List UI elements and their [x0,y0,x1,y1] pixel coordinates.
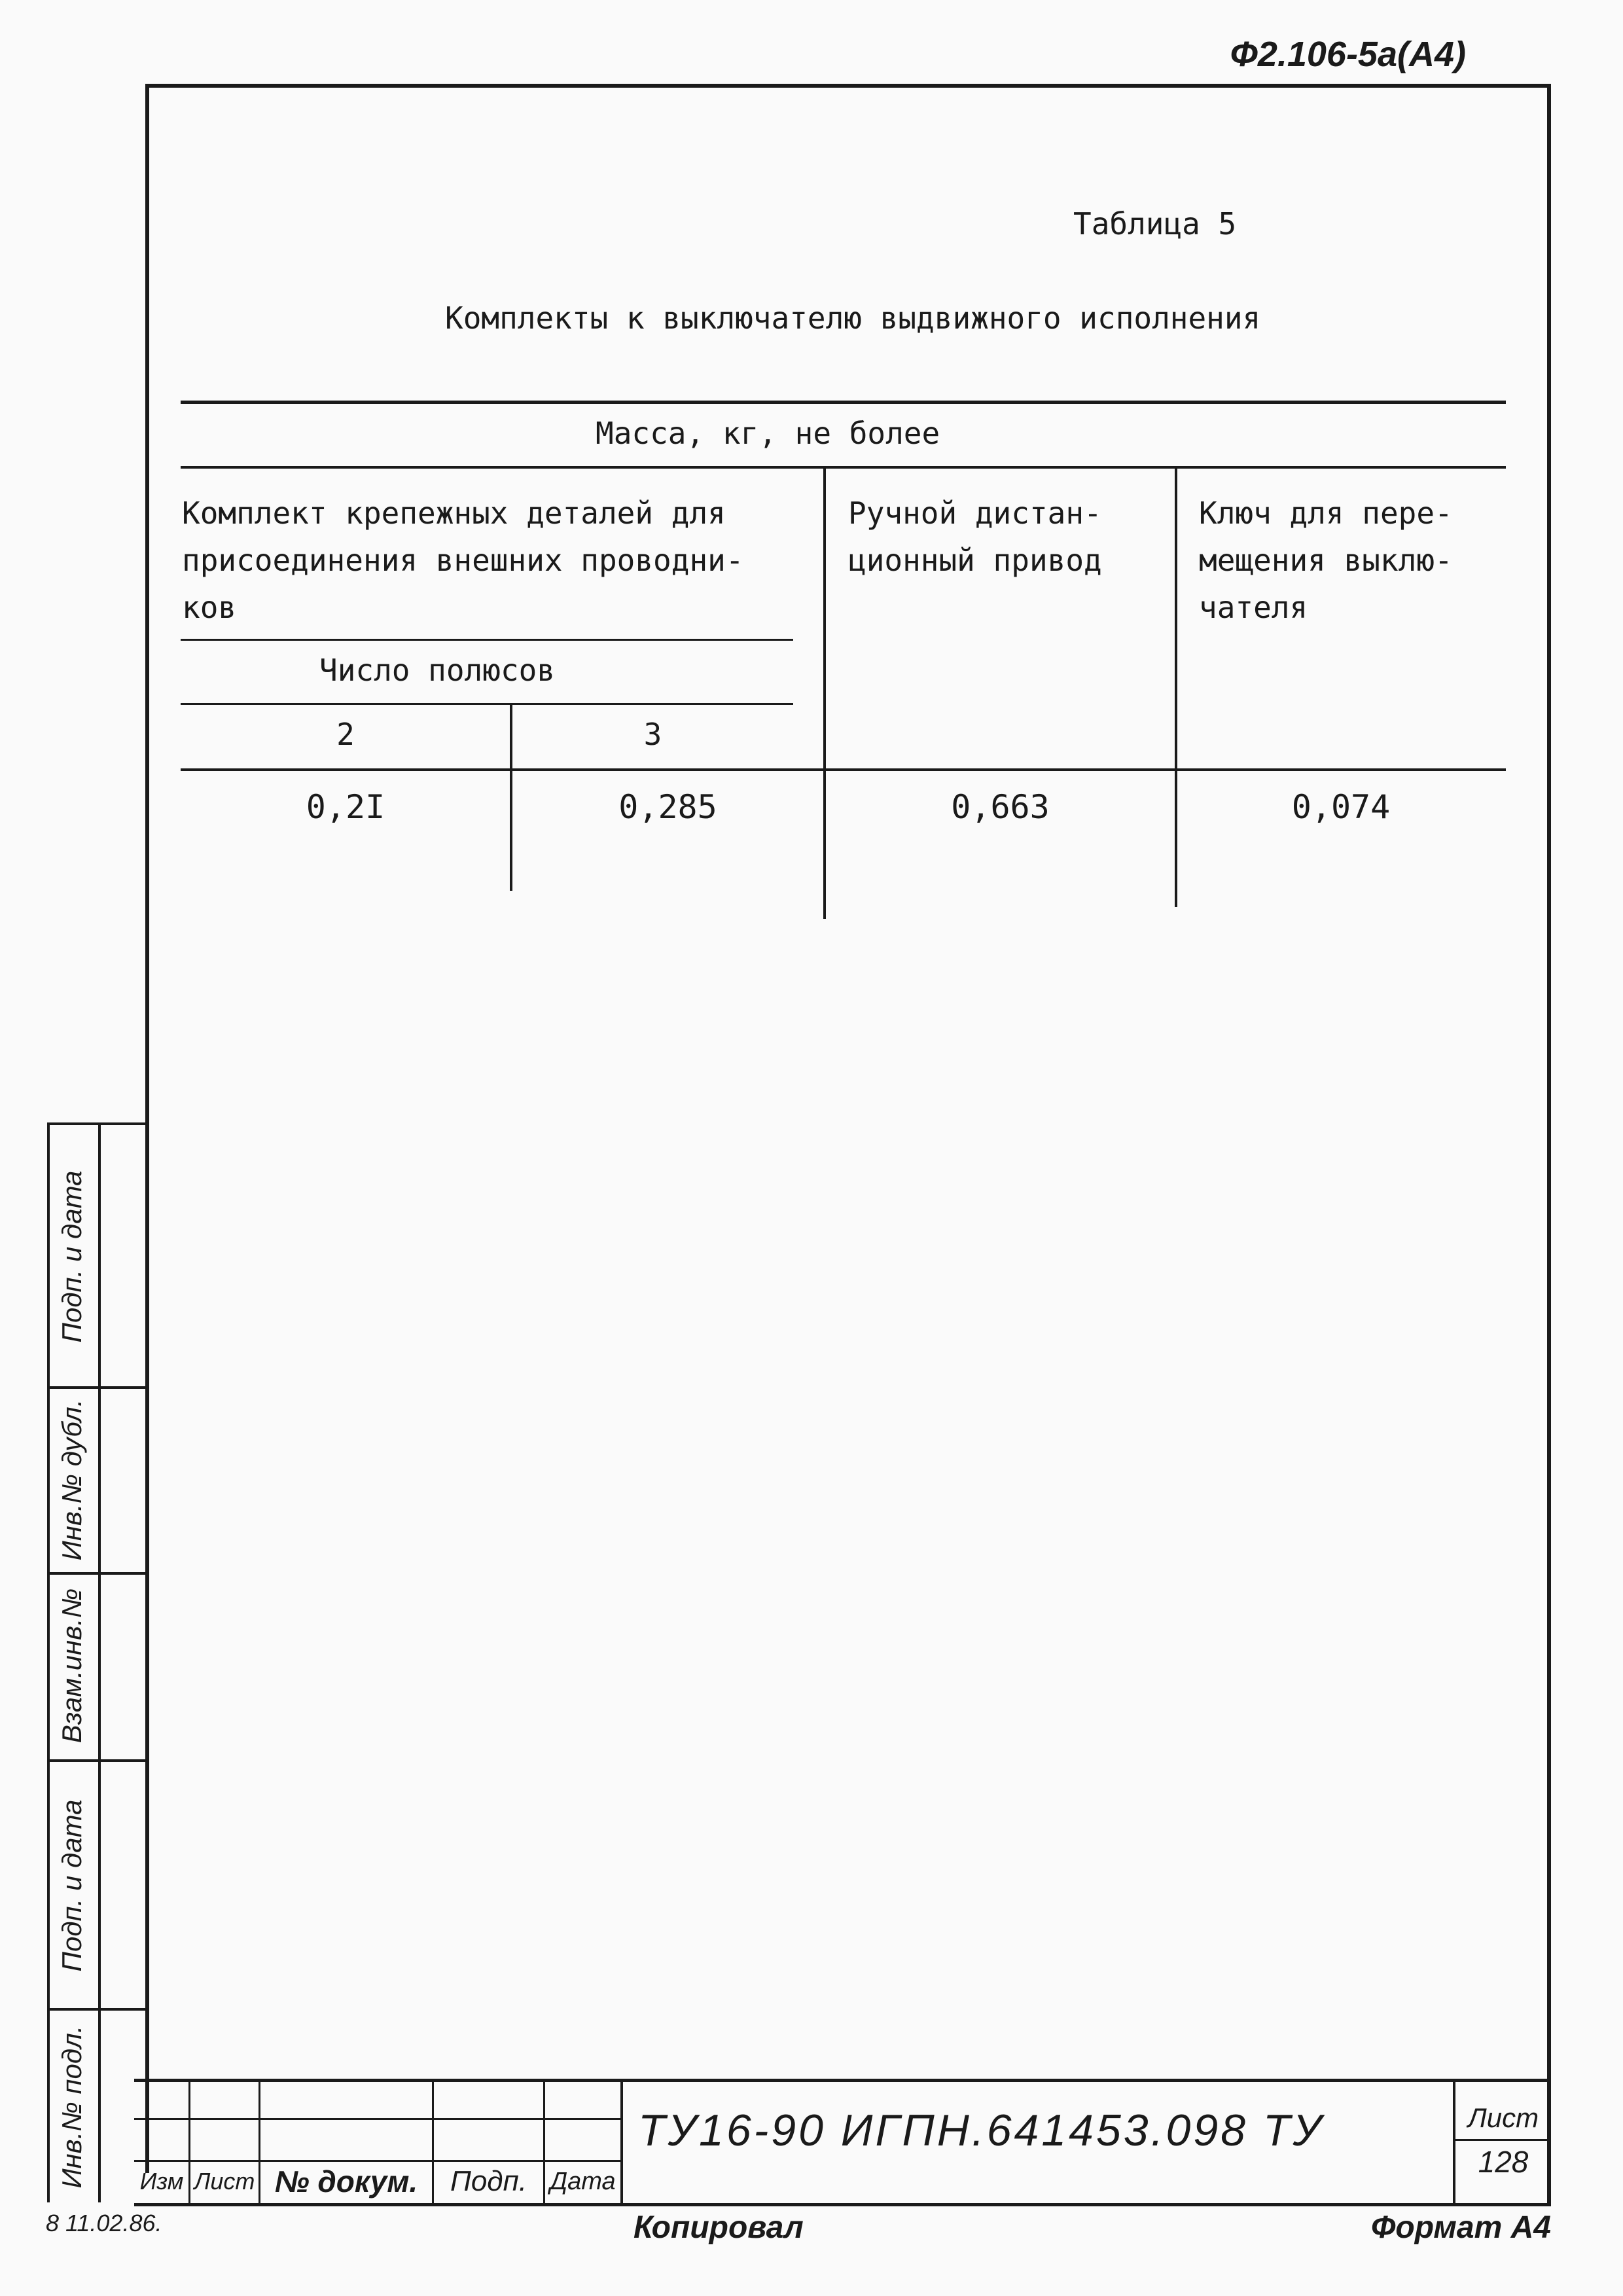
value-drive: 0,663 [951,788,1050,826]
frame-left [145,84,149,2173]
col-divider-3 [1175,467,1177,907]
col1-title-line-3: ков [182,590,237,625]
frame-right [1547,84,1551,2204]
side-label-sign-date-1: Подп. и дата [56,1170,87,1343]
table-header-rule [181,466,1506,469]
side-divider-0 [47,1122,147,1125]
form-code: Ф2.106-5а(А4) [1230,35,1466,74]
table-title: Комплекты к выключателю выдвижного исполнения [445,300,1261,336]
col1-title-line-2: присоединения внешних проводни- [182,543,744,578]
col3-title-line-2: мещения выклю- [1199,543,1453,578]
col3-title [1199,490,1513,631]
side-col-inner [98,1122,101,2202]
col2-title-line-1: Ручной дистан- [848,495,1102,531]
side-label-orig-inv: Инв.№ подл. [56,2025,87,2189]
value-poles-2: 0,2I [306,788,385,826]
frame-top [145,84,1551,88]
tb-header-date: Дата [550,2168,616,2195]
value-poles-3: 0,285 [618,788,717,826]
frame-bottom [134,2203,1551,2206]
subheader-rule [181,639,793,641]
col2-title-line-2: ционный привод [848,543,1102,578]
poles-rule [181,703,793,705]
footer-handwritten: 8 11.02.86. [46,2210,162,2236]
tb-mid-rule-1 [134,2118,622,2120]
tb-top-rule [134,2079,1551,2082]
col3-title-line-1: Ключ для пере- [1199,495,1453,531]
tb-header-list: Лист [194,2168,255,2195]
col1-title [182,490,810,631]
tb-sheet-rule [1454,2139,1551,2141]
value-key: 0,074 [1291,788,1391,826]
tb-header-sign: Подп. [450,2165,527,2197]
table-top-rule [181,401,1506,404]
tb-doc-code: ТУ16-90 ИГПН.641453.098 ТУ [638,2106,1324,2155]
tb-vdiv-4 [620,2079,623,2204]
tb-vdiv-5 [1453,2079,1455,2204]
footer-format: Формат А4 [1370,2210,1551,2245]
col-divider-2 [823,467,826,919]
side-label-repl-inv: Взам.инв.№ [56,1588,87,1744]
tb-mid-rule-2 [134,2160,622,2162]
col2-title [848,490,1162,584]
table-body-rule [181,768,1506,771]
header-mass: Масса, кг, не более [596,416,940,451]
side-label-sign-date-2: Подп. и дата [56,1799,87,1972]
pole-2: 2 [336,717,355,752]
tb-header-docnum: № докум. [274,2164,418,2198]
tb-sheet-number: 128 [1478,2145,1529,2179]
side-label-dup-inv: Инв.№ дубл. [56,1399,87,1561]
col1-title-line-1: Комплект крепежных деталей для [182,495,726,531]
side-col-outer [47,1122,50,2202]
footer-copied: Копировал [633,2210,804,2245]
tb-header-izm: Изм [139,2168,184,2195]
subheader-poles: Число полюсов [319,653,556,688]
pole-3: 3 [643,717,662,752]
table-number: Таблица 5 [1073,206,1237,242]
tb-sheet-label: Лист [1467,2102,1539,2133]
col3-title-line-3: чателя [1199,590,1308,625]
